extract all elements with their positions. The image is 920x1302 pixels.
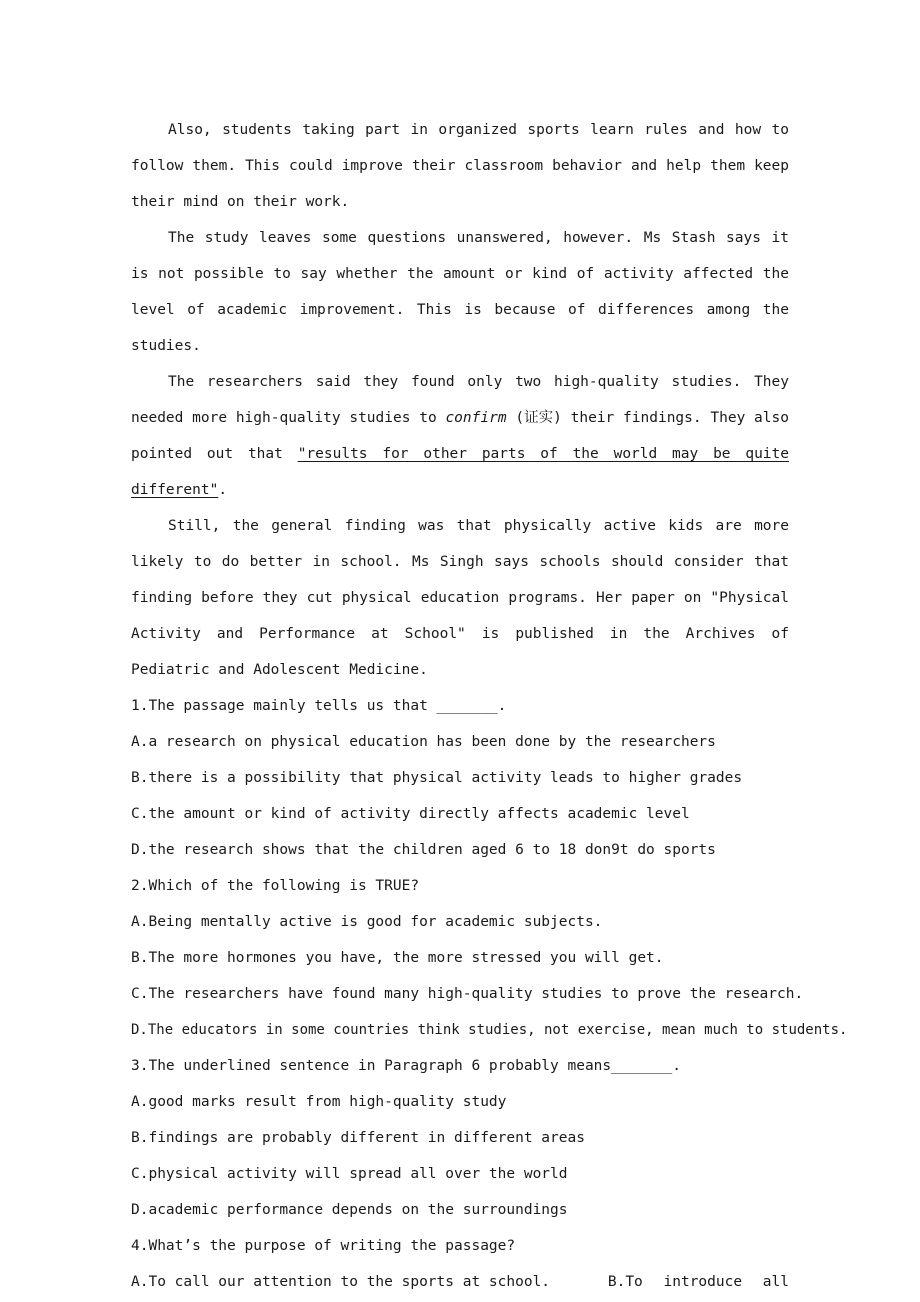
paragraph-text: The researchers said they found only two high-quality studies. They needed more high-quality studies to: [131, 374, 789, 426]
paragraph-text: their findings. They also pointed out that: [131, 410, 789, 462]
option-c: C.The researchers have found many high-quality studies to prove the research.: [131, 986, 804, 1002]
paragraph-organized-sports: Also, students taking part in organized sports learn rules and how to follow them. This could improve their classroom behavior and help them keep their mind on their work.: [131, 122, 789, 210]
option-a: A.To call our attention to the sports at school.: [131, 1274, 551, 1290]
confirm-word: confirm: [445, 410, 507, 426]
option-b: B.To introduce all: [607, 1274, 789, 1290]
option-d: D.academic performance depends on the surroundings: [131, 1202, 568, 1218]
option-a: A.a research on physical education has been done by the researchers: [131, 734, 716, 750]
paragraph-unanswered-questions: The study leaves some questions unanswered, however. Ms Stash says it is not possible to say whether the amount or kind of activity affected the level of academic improvement. This is because of differences among the studies.: [131, 230, 789, 354]
question-stem: 2.Which of the following is TRUE?: [131, 878, 420, 894]
question-stem: 3.The underlined sentence in Paragraph 6 probably means_______.: [131, 1058, 681, 1074]
document-page: [131, 112, 848, 1300]
question-3: [131, 1048, 789, 1228]
question-stem: 1.The passage mainly tells us that _______.: [131, 698, 507, 714]
option-b: B.The more hormones you have, the more stressed you will get.: [131, 950, 664, 966]
underlined-sentence: "results for other parts of the world may be quite different": [131, 446, 789, 498]
option-c: C.the amount or kind of activity directly affects academic level: [131, 806, 690, 822]
question-4: [131, 1228, 789, 1300]
option-a: A.Being mentally active is good for academic subjects.: [131, 914, 603, 930]
option-c: C.physical activity will spread all over the world: [131, 1166, 568, 1182]
paragraph-text: .: [218, 482, 228, 498]
option-b: B.there is a possibility that physical activity leads to higher grades: [131, 770, 743, 786]
option-d: D.the research shows that the children aged 6 to 18 don9t do sports: [131, 842, 716, 858]
option-d: D.The educators in some countries think studies, not exercise, mean much to students.: [131, 1022, 848, 1038]
option-b: B.findings are probably different in different areas: [131, 1130, 585, 1146]
options-row: [131, 1264, 789, 1300]
question-stem: 4.What’s the purpose of writing the passage?: [131, 1238, 516, 1254]
question-1: [131, 688, 789, 868]
option-a: A.good marks result from high-quality study: [131, 1094, 507, 1110]
paragraph-high-quality-studies: [131, 364, 789, 508]
question-2: [131, 868, 848, 1048]
paragraph-general-finding: Still, the general finding was that physically active kids are more likely to do better in school. Ms Singh says schools should consider that finding before they cut physical education programs. Her paper on "Physical Activity and Performance at School" is published in the Archives of Pediatric and Adolescent Medicine.: [131, 518, 789, 678]
chinese-gloss: (证实): [515, 410, 562, 426]
